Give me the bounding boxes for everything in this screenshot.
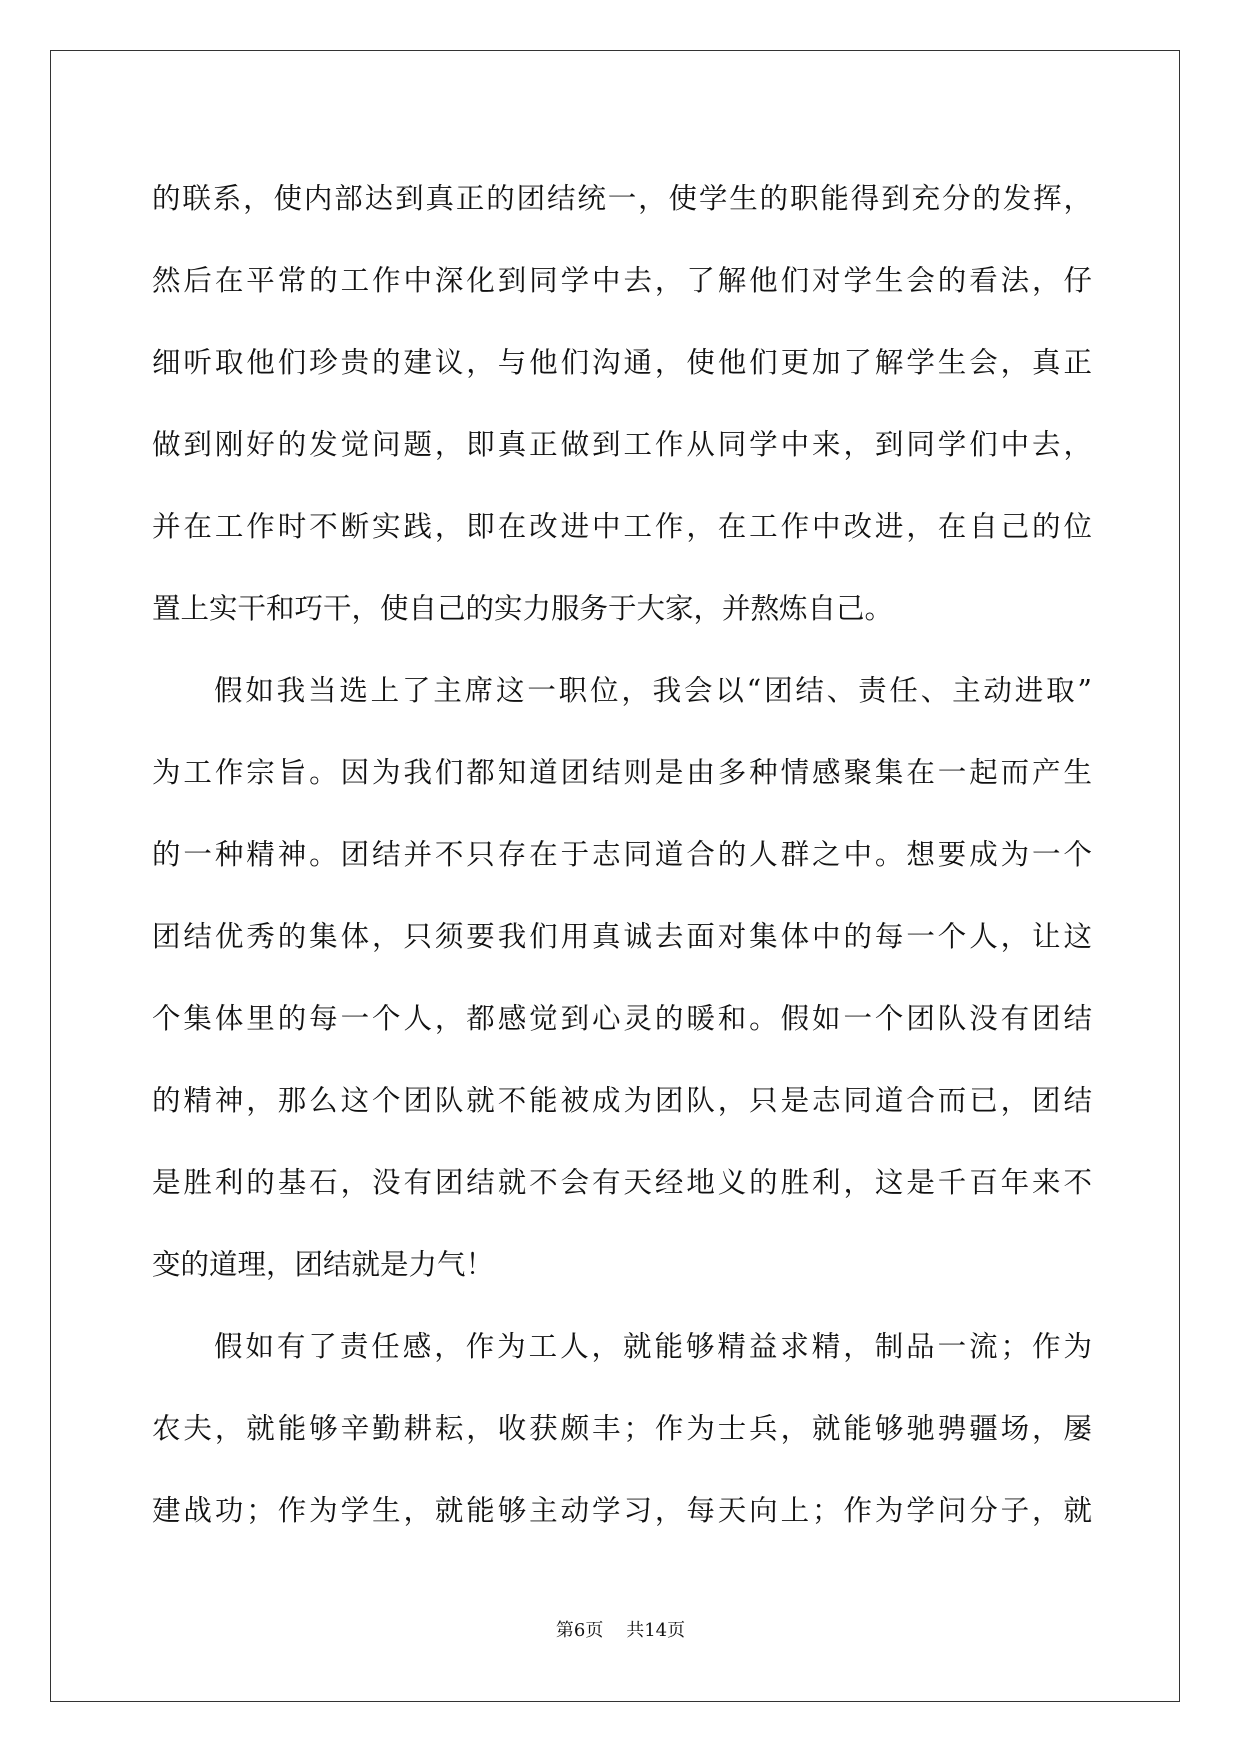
text-line: 细听取他们珍贵的建议，与他们沟通，使他们更加了解学生会，真正: [152, 346, 1092, 379]
text-line: 为工作宗旨。因为我们都知道团结则是由多种情感聚集在一起而产生: [152, 756, 1092, 789]
text-line: 变的道理，团结就是力气！: [152, 1248, 495, 1281]
text-line: 个集体里的每一个人，都感觉到心灵的暖和。假如一个团队没有团结: [152, 1002, 1092, 1035]
text-line: 并在工作时不断实践，即在改进中工作，在工作中改进，在自己的位: [152, 510, 1092, 543]
text-line: 假如有了责任感，作为工人，就能够精益求精，制品一流；作为: [214, 1330, 1092, 1363]
document-body: [152, 158, 1092, 1552]
total-pages-label: 共14页: [626, 1620, 686, 1641]
text-line: 假如我当选上了主席这一职位，我会以“团结、责任、主动进取”: [214, 674, 1092, 707]
text-line: 然后在平常的工作中深化到同学中去，了解他们对学生会的看法，仔: [152, 264, 1092, 297]
text-line: 的联系，使内部达到真正的团结统一，使学生的职能得到充分的发挥，: [152, 182, 1092, 215]
text-line: 的一种精神。团结并不只存在于志同道合的人群之中。想要成为一个: [152, 838, 1092, 871]
text-line: 置上实干和巧干，使自己的实力服务于大家，并熬炼自己。: [152, 592, 894, 625]
page-number-footer: [0, 1619, 1241, 1643]
text-line: 建战功；作为学生，就能够主动学习，每天向上；作为学问分子，就: [152, 1494, 1092, 1527]
text-line: 做到刚好的发觉问题，即真正做到工作从同学中来，到同学们中去，: [152, 428, 1092, 461]
current-page-label: 第6页: [555, 1620, 604, 1641]
text-line: 农夫，就能够辛勤耕耘，收获颇丰；作为士兵，就能够驰骋疆场，屡: [152, 1412, 1092, 1445]
text-line: 是胜利的基石，没有团结就不会有天经地义的胜利，这是千百年来不: [152, 1166, 1092, 1199]
text-line: 团结优秀的集体，只须要我们用真诚去面对集体中的每一个人，让这: [152, 920, 1092, 953]
text-line: 的精神，那么这个团队就不能被成为团队，只是志同道合而已，团结: [152, 1084, 1092, 1117]
